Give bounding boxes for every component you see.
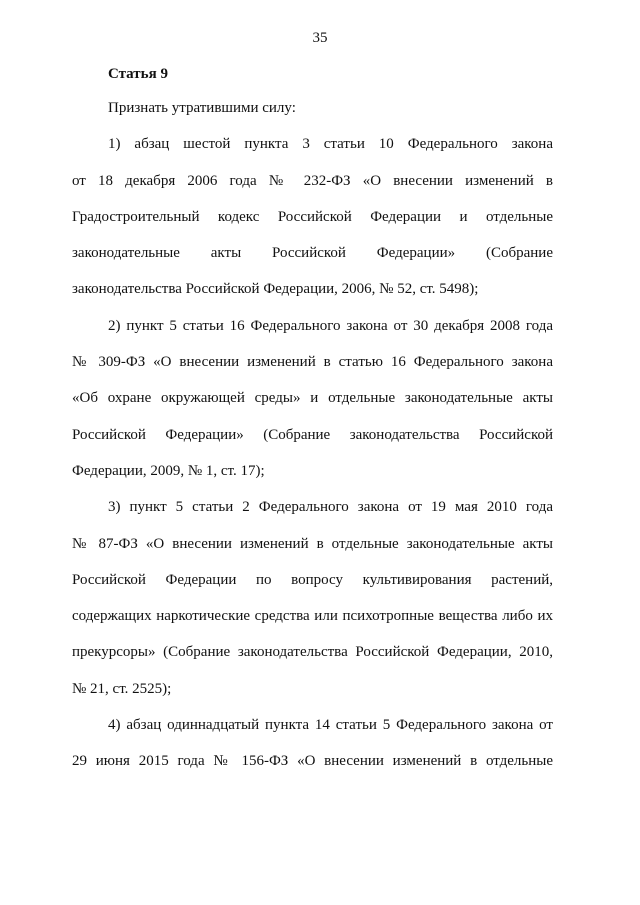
text-line: 29 июня 2015 года № 156-ФЗ «О внесении изменений в отдельные (72, 753, 553, 770)
list-item-4 (72, 707, 553, 780)
text-line: 1) абзац шестой пункта 3 статьи 10 Федерального закона (108, 136, 553, 153)
list-item-1 (72, 126, 553, 307)
page-number: 35 (312, 30, 328, 46)
article-title: Статья 9 (108, 66, 168, 82)
text-line: № 21, ст. 2525); (72, 680, 172, 697)
text-line: № 87-ФЗ «О внесении изменений в отдельные законодательные акты (72, 535, 553, 552)
text-line: «Об охране окружающей среды» и отдельные законодательные акты (72, 390, 553, 407)
text-line: Федерации, 2009, № 1, ст. 17); (72, 462, 265, 479)
text-line: Российской Федерации» (Собрание законодательства Российской (72, 426, 553, 443)
text-line: от 18 декабря 2006 года № 232-ФЗ «О внесении изменений в (72, 172, 553, 189)
text-line: содержащих наркотические средства или психотропные вещества либо их (72, 608, 553, 625)
list-item-3 (72, 489, 553, 707)
text-line: 3) пункт 5 статьи 2 Федерального закона от 19 мая 2010 года (108, 499, 553, 516)
text-line: прекурсоры» (Собрание законодательства Российской Федерации, 2010, (72, 644, 553, 661)
text-line: законодательства Российской Федерации, 2006, № 52, ст. 5498); (72, 281, 479, 298)
text-line: Градостроительный кодекс Российской Федерации и отдельные (72, 208, 553, 225)
text-line: 4) абзац одиннадцатый пункта 14 статьи 5 Федерального закона от (108, 717, 553, 734)
list-item-2 (72, 308, 553, 489)
article-body (72, 90, 553, 780)
text-line: Российской Федерации по вопросу культивирования растений, (72, 571, 553, 588)
text-line: № 309-ФЗ «О внесении изменений в статью 16 Федерального закона (72, 354, 553, 371)
intro-paragraph: Признать утратившими силу: (108, 100, 296, 116)
text-line: 2) пункт 5 статьи 16 Федерального закона от 30 декабря 2008 года (108, 317, 553, 334)
text-line: законодательные акты Российской Федерации» (Собрание (72, 245, 553, 262)
